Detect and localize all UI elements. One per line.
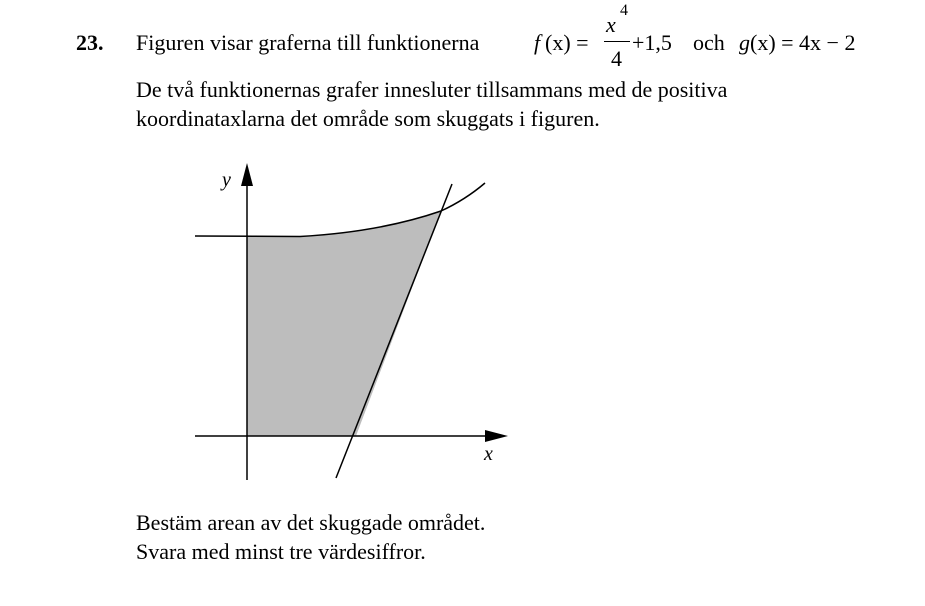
function-f-tail: +1,5	[632, 30, 672, 55]
function-f-denominator: 4	[611, 46, 622, 71]
function-g-rest: (x) = 4x − 2	[750, 30, 856, 55]
question-intro: Figuren visar graferna till funktionerna	[136, 30, 480, 55]
och-word: och	[693, 30, 725, 55]
question-number: 23.	[76, 30, 104, 55]
y-axis-label: y	[222, 169, 231, 191]
x-axis-label: x	[484, 443, 493, 465]
task-line-2: Svara med minst tre värdesiffror.	[136, 539, 426, 564]
description-line-2: koordinataxlarna det område som skuggats i figuren.	[136, 106, 600, 131]
y-axis-arrow	[241, 163, 253, 186]
function-f-numerator: x	[606, 12, 616, 37]
shaded-region	[247, 211, 441, 436]
task-line-1: Bestäm arean av det skuggade området.	[136, 510, 486, 535]
function-f-arg: (x) =	[545, 30, 589, 55]
description-line-1: De två funktionernas grafer innesluter tillsammans med de positiva	[136, 77, 728, 102]
function-f-name: f	[534, 30, 541, 55]
function-f-exponent: 4	[620, 2, 628, 19]
function-g-name: g	[739, 30, 750, 55]
x-axis-arrow	[485, 430, 508, 442]
